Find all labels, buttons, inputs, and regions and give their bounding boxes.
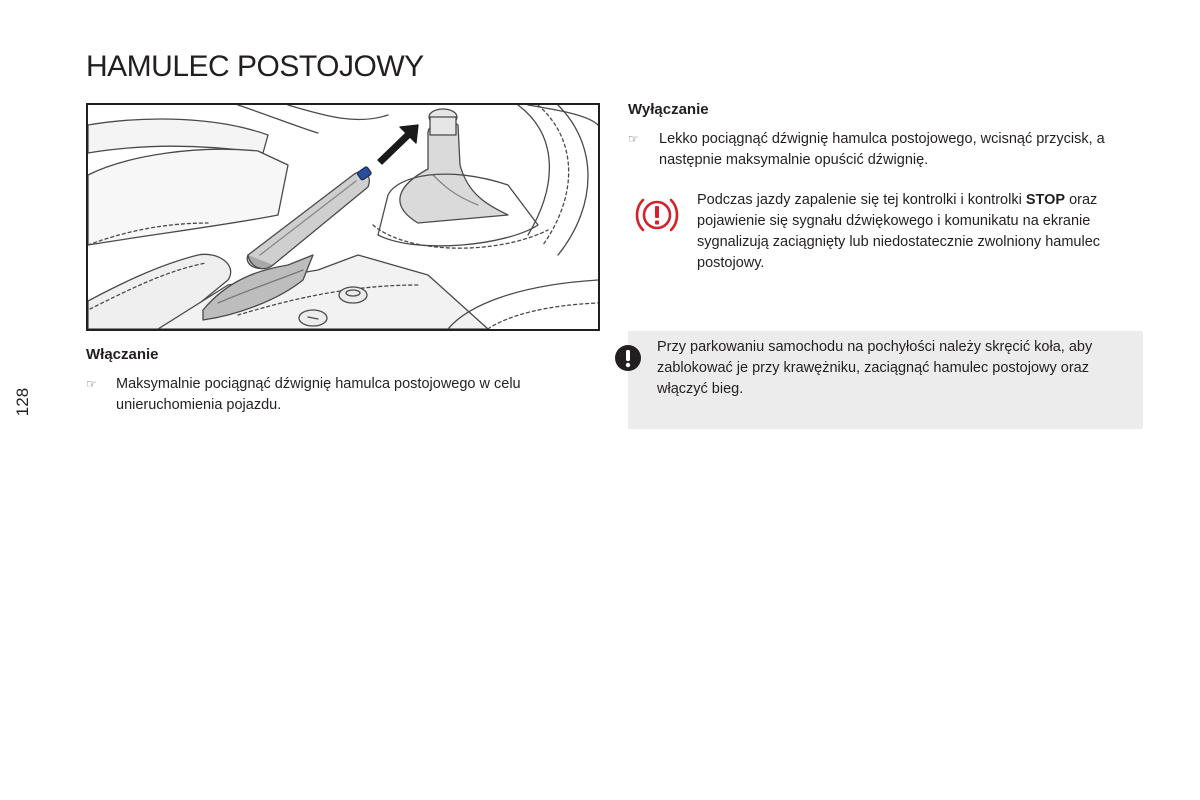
page-title: HAMULEC POSTOJOWY: [86, 50, 424, 83]
engage-text: Maksymalnie pociągnąć dźwignię hamulca postojowego w celu unieruchomienia pojazdu.: [116, 376, 521, 413]
pointing-hand-icon: ☞: [86, 377, 97, 391]
parking-brake-illustration: [86, 103, 600, 331]
warning-text-start: Podczas jazdy zapalenie się tej kontrolki i kontrolki: [697, 192, 1026, 208]
page-number: 128: [13, 387, 32, 417]
warning-text: [697, 190, 1147, 274]
engage-instruction: [86, 374, 586, 416]
stop-label: STOP: [1025, 192, 1066, 208]
engage-heading: Włączanie: [86, 346, 159, 363]
exclamation-circle-icon: [614, 344, 642, 372]
note-text: Przy parkowaniu samochodu na pochyłości należy skręcić koła, aby zablokować je przy krawężniku, zaciągnąć hamulec postojowy oraz włączyć bieg.: [657, 339, 1093, 397]
release-instruction: [628, 129, 1148, 171]
brake-warning-light-icon: [634, 196, 680, 234]
release-heading: Wyłączanie: [628, 101, 709, 118]
pointing-hand-icon: ☞: [628, 132, 639, 146]
release-text: Lekko pociągnąć dźwignię hamulca postojowego, wcisnąć przycisk, a następnie maksymalnie opuścić dźwignię.: [659, 131, 1105, 168]
warning-text-end: oraz pojawienie się sygnału dźwiękowego i komunikatu na ekranie sygnalizują zaciągnięty lub niedostatecznie zwolniony hamulec postojowy.: [697, 192, 1101, 271]
